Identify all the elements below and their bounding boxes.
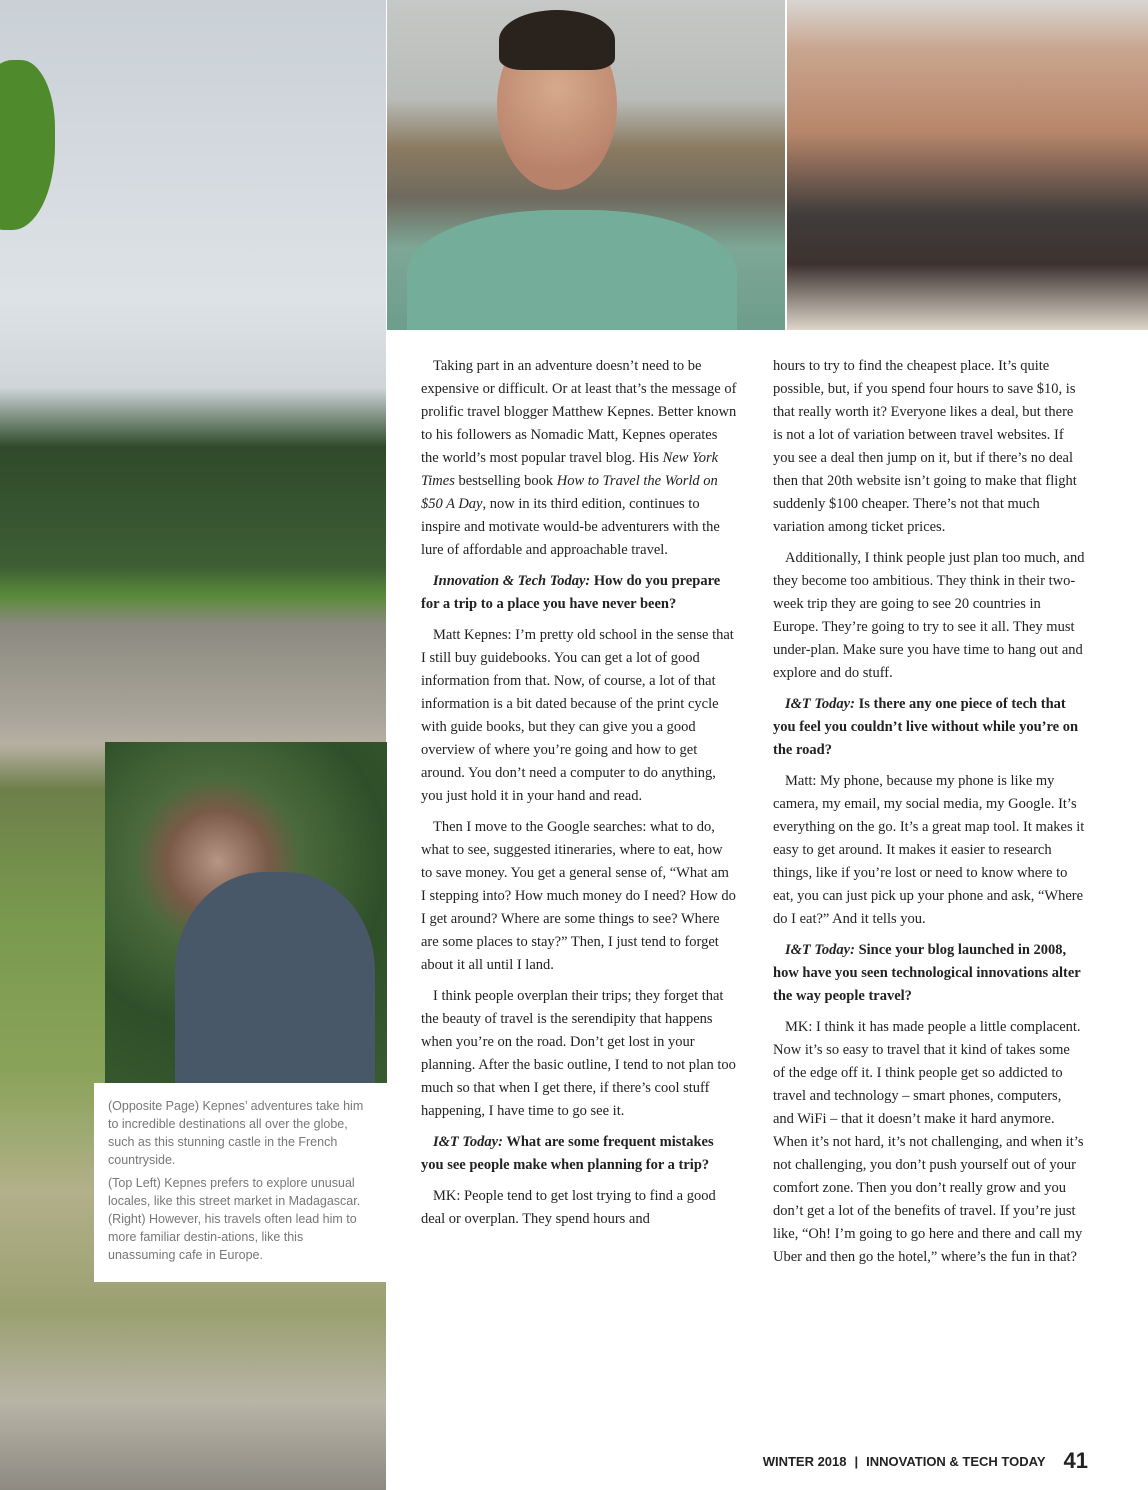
text: hours to try to find the cheapest place. It’s quite possible, but, if you spend four hours to save $10, is that really worth it? Everyone likes a deal, but there is not a lot of variation between travel websites. If you see a deal then jump on it, but if there’s no deal then that 20th website isn’t going to make that flight suddenly $100 cheaper. There’s not that much variation among ticket prices. xyxy=(773,358,1077,535)
article-column-1 xyxy=(421,355,737,1239)
article-paragraph xyxy=(421,1185,737,1231)
interview-question xyxy=(421,1131,737,1177)
bold-text: Is there any one piece of tech that you feel you couldn’t live without while you’re on the road? xyxy=(773,696,1079,758)
italic-text: New York Times xyxy=(421,450,719,489)
italic-text: How to Travel the World on $50 A Day xyxy=(421,473,718,512)
footer-magazine: INNOVATION & TECH TODAY xyxy=(866,1453,1046,1469)
text: , now in its third edition, continues to inspire and motivate would-be adventurers with the lure of affordable and approachable travel. xyxy=(421,496,720,558)
text: Then I move to the Google searches: what to do, what to see, suggested itineraries, where to eat, how to save money. You get a general sense of, “What am I stepping into? How much money do I need? How do I get around? Where are some things to see? Where are some places to stay?” Then, I just tend to forget about it all until I land. xyxy=(421,819,736,973)
page-footer xyxy=(763,1448,1088,1474)
shirt-shape xyxy=(407,210,737,330)
article-paragraph xyxy=(773,1016,1085,1269)
italic-text: I&T Today: xyxy=(785,942,855,958)
article-paragraph xyxy=(773,770,1085,931)
text: Matt: My phone, because my phone is like my camera, my email, my social media, my Google. It’s everything on the go. It’s a great map tool. It makes it easy to get around. It makes it easier to research things, like if you’re lost or need to know where to eat, you can just pick up your phone and ask, “Where do I eat?” And it tells you. xyxy=(773,773,1085,927)
leaf-shape xyxy=(0,60,55,230)
article-paragraph xyxy=(421,816,737,977)
photo-caption-box xyxy=(94,1083,386,1282)
interview-question xyxy=(773,693,1085,762)
caption-opposite-page: (Opposite Page) Kepnes’ adventures take him to incredible destinations all over the globe, such as this stunning castle in the French countryside. xyxy=(108,1099,364,1167)
interview-question xyxy=(773,939,1085,1008)
person-shape xyxy=(175,872,375,1083)
caption-top-photos: (Top Left) Kepnes prefers to explore unusual locales, like this street market in Madagascar. (Right) However, his travels often lead him to more familiar destin-ations, like this unassuming cafe in Europe. xyxy=(108,1176,361,1262)
italic-text: I&T Today: xyxy=(433,1134,503,1150)
footer-issue: WINTER 2018 xyxy=(762,1453,847,1469)
article-paragraph xyxy=(421,624,737,808)
footer-separator: | xyxy=(854,1453,859,1469)
lizard-portrait-photo xyxy=(105,742,387,1083)
italic-text: Innovation & Tech Today: xyxy=(433,573,591,589)
page-number: 41 xyxy=(1063,1448,1088,1473)
hair-shape xyxy=(499,10,615,70)
text: I think people overplan their trips; they forget that the beauty of travel is the serendipity that happens when you’re on the road. Don’t get lost in your planning. After the basic outline, I tend to not plan too much so that when I get there, if there’s cool stuff happening, I have time to go see it. xyxy=(421,988,736,1119)
text: MK: I think it has made people a little complacent. Now it’s so easy to travel that it kind of takes some of the edge off it. I think people get so addicted to travel and technology – smart phones, computers, and WiFi – that it doesn’t make it hard anymore. When it’s not hard, it’s not challenging, and when it’s not challenging, you don’t push yourself out of your comfort zone. Then you don’t really grow and you don’t get a lot of the benefits of travel. If you’re just like, “Oh! I’m going to go here and there and call my Uber and then go the hotel,” where’s the fun in that? xyxy=(773,1019,1084,1265)
article-paragraph xyxy=(421,985,737,1123)
bold-text: What are some frequent mistakes you see people make when planning for a trip? xyxy=(421,1134,714,1173)
text: Matt Kepnes: I’m pretty old school in the sense that I still buy guidebooks. You can get a lot of good information from that. Now, of course, a lot of that information is a bit dated because of the print cycle with guide books, but they can give you a good overview of where you’re going and how to get around. You don’t need a computer to do anything, you just hold it in your hand and read. xyxy=(421,627,734,804)
street-market-photo xyxy=(387,0,785,330)
italic-text: I&T Today: xyxy=(785,696,855,712)
text: bestselling book xyxy=(454,473,557,489)
text: Taking part in an adventure doesn’t need to be expensive or difficult. Or at least that’s the message of prolific travel blogger Matthew Kepnes. Better known to his followers as Nomadic Matt, Kepnes operates the world’s most popular travel blog. His xyxy=(421,358,737,466)
interview-question xyxy=(421,570,737,616)
cafe-photo xyxy=(787,0,1148,330)
article-paragraph xyxy=(421,355,737,562)
bold-text: How do you prepare for a trip to a place you have never been? xyxy=(421,573,721,612)
article-paragraph xyxy=(773,547,1085,685)
article-column-2 xyxy=(773,355,1085,1277)
article-paragraph xyxy=(773,355,1085,539)
text: MK: People tend to get lost trying to find a good deal or overplan. They spend hours and xyxy=(421,1188,716,1227)
bold-text: Since your blog launched in 2008, how have you seen technological innovations alter the way people travel? xyxy=(773,942,1081,1004)
text: Additionally, I think people just plan too much, and they become too ambitious. They think in their two-week trip they are going to see 20 countries in Europe. They’re going to try to see it all. They must under-plan. Make sure you have time to hang out and explore and do stuff. xyxy=(773,550,1085,681)
